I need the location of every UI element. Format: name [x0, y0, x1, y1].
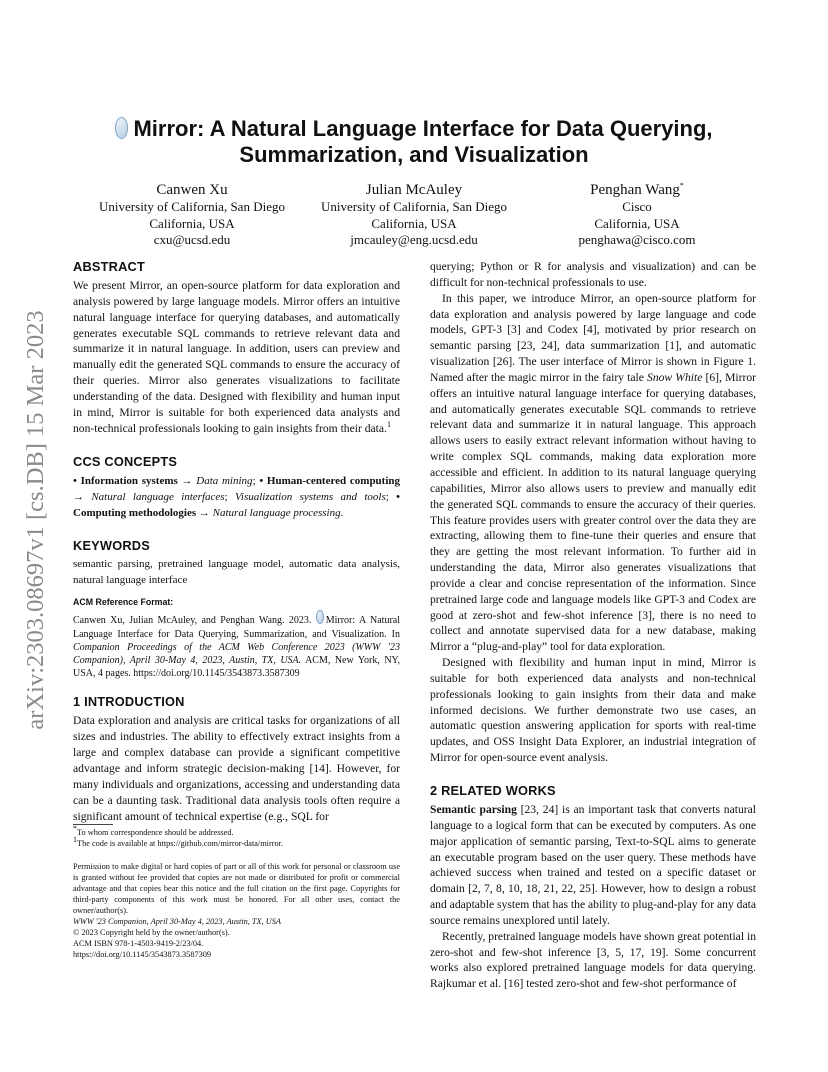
introduction-text: Data exploration and analysis are critical tasks for organizations of all sizes and industries. The ability to effectively extract insights from a large and complex database can provide a significant competitive advantage and inform strategic decision-making [14]. However, for many individuals and organizations, accessing and understanding data can be a daunting task. Traditional data analysis tools often require a significant amount of technical expertise (e.g., SQL for: [73, 714, 400, 823]
footnote-rule: [73, 824, 113, 825]
permission-block: [73, 861, 400, 960]
ccs-heading: CCS CONCEPTS: [73, 454, 178, 470]
paragraph: Recently, pretrained language models have shown great potential in zero-shot and few-shot inference [3, 5, 17, 19]. Some concurrent works also explored pretrained language models for data querying. Rajkumar et al. [16] tested zero-shot and few-shot performance of: [430, 929, 756, 991]
permission-text: Permission to make digital or hard copies of part or all of this work for personal or classroom use is granted without fee provided that copies are not made or distributed for profit or commercial advantage and that copies bear this notice and the full citation on the first page. Copyrights for third-party components of this work must be honored. For all other uses, contact the owner/author(s).: [73, 862, 400, 915]
title-line-2: Summarization, and Visualization: [239, 142, 589, 167]
permission-venue: WWW '23 Companion, April 30-May 4, 2023, Austin, TX, USA: [73, 917, 281, 926]
ccs-separator: ;: [385, 491, 397, 504]
reference-tail: ACM, New York, NY, USA, 4 pages. https://doi.org/10.1145/3543873.3587309: [73, 655, 400, 680]
author-location: California, USA: [371, 215, 457, 231]
paragraph-italic: Snow White: [647, 370, 703, 384]
reference-venue: Companion Proceedings of the ACM Web Conference 2023 (WWW '23 Companion), April 30-May 4, 2023, Austin, TX, USA.: [73, 641, 400, 667]
right-column: [430, 259, 756, 992]
left-column: [73, 258, 400, 824]
acm-reference-text: [73, 610, 400, 680]
author-block-1: [82, 181, 302, 249]
ccs-subterm: Visualization systems and tools: [234, 491, 386, 504]
related-works-heading: 2 RELATED WORKS: [430, 783, 556, 798]
author-affiliation: University of California, San Diego: [321, 199, 507, 214]
author-location: California, USA: [149, 215, 235, 231]
paper-title: [0, 116, 828, 168]
paragraph-text: [6], Mirror offers an intuitive natural language interface for querying databases, and automatically generates executable SQL commands to retrieve relevant data and summarize it in natural language. This approach allows users to easily extract relevant information without having to write complex SQL commands, making data exploration more accessible and efficient. In addition to its natural language querying capabilities, Mirror also allows users to preview and manually edit the generated SQL commands to ensure the accuracy of their queries. This feature provides users with greater control over the data they are extracting, allowing them to fine-tune their queries and ensure that they are getting the most relevant information. To further aid in understanding the data, Mirror also generates visualizations that provide a clear and concise representation of the information. Since pretrained large code and language models like GPT-3 and Codex are good at zero-shot and few-shot inference [3], there is no need to collect and annotate supervised data for a new database, making Mirror a “plug-and-play” tool for data exploration.: [430, 370, 756, 654]
mirror-icon: [115, 117, 128, 139]
author-location: California, USA: [594, 215, 680, 231]
keywords-heading: KEYWORDS: [73, 537, 150, 553]
footnote-mark: 1: [73, 835, 77, 845]
mirror-icon: [316, 610, 324, 624]
arrow: →: [196, 507, 213, 520]
reference-authors: Canwen Xu, Julian McAuley, and Penghan Wang. 2023.: [73, 615, 312, 627]
reference-title: Mirror: A Natural Language Interface for Data Querying, Summarization, and Visualization. In: [73, 615, 400, 640]
doi-text: https://doi.org/10.1145/3543873.3587309: [73, 950, 212, 959]
ccs-term: • Information systems: [73, 475, 178, 488]
ccs-separator: ;: [252, 475, 260, 488]
footnote-mark: 1: [386, 419, 391, 429]
author-name: Canwen Xu: [156, 182, 228, 198]
author-name: Julian McAuley: [365, 182, 463, 198]
author-affiliation: Cisco: [622, 199, 652, 214]
paragraph-text: In this paper, we introduce Mirror, an open-source platform for data exploration and analysis powered by large language and code models, GPT-3 [3] and Codex [4], motivated by prior research on semantic parsing [23, 24], data summarization [1], and automatic visualization [26]. The user interface of Mirror is shown in Figure 1. Named after the magic mirror in the fairy tale: [430, 291, 756, 384]
arrow: →: [73, 491, 92, 504]
ccs-term: • Computing methodologies: [73, 491, 401, 520]
acm-reference-heading: ACM Reference Format:: [73, 597, 174, 608]
arxiv-id-text: arXiv:2303.08697v1 [cs.DB] 15 Mar 2023: [22, 310, 49, 730]
isbn-text: ACM ISBN 978-1-4503-9419-2/23/04.: [73, 939, 204, 948]
footnote-mark: *: [73, 824, 77, 834]
author-block-2: [304, 181, 524, 249]
arrow: →: [177, 475, 197, 488]
ccs-end: .: [340, 507, 344, 520]
author-email: cxu@ucsd.edu: [153, 232, 231, 248]
footnote-text: The code is available at https://github.com/mirror-data/mirror.: [77, 839, 284, 848]
copyright-text: © 2023 Copyright held by the owner/author(s).: [73, 928, 230, 937]
footnote-text: To whom correspondence should be addressed.: [77, 828, 234, 837]
author-affiliation: University of California, San Diego: [99, 199, 285, 214]
ccs-subterm: Natural language processing: [212, 507, 341, 520]
paragraph: [430, 802, 756, 929]
ccs-separator: ;: [224, 491, 235, 504]
arxiv-identifier: [10, 280, 62, 760]
author-block-3: [527, 181, 747, 249]
author-email: jmcauley@eng.ucsd.edu: [350, 232, 478, 248]
ccs-text: [73, 474, 400, 521]
author-email: penghawa@cisco.com: [578, 232, 696, 248]
footnotes: [73, 824, 400, 849]
paragraph: [430, 291, 756, 655]
ccs-term: • Human-centered computing: [259, 475, 401, 488]
abstract-text: We present Mirror, an open-source platform for data exploration and analysis powered by large language models. Mirror offers an intuitive natural language interface for querying databases, and automatically generates executable SQL commands to retrieve relevant data and summarize it in natural language. In addition, users can preview and manually edit the generated SQL commands to ensure the accuracy of their queries. Mirror also generates visualizations to facilitate understanding of the data. Designed with flexibility and human input in mind, Mirror is suitable for both experienced data analysts and non-technical professionals looking to gain insights from their data.: [73, 279, 400, 435]
introduction-heading: 1 INTRODUCTION: [73, 694, 185, 710]
keywords-text: semantic parsing, pretrained language model, automatic data analysis, natural language interface: [73, 557, 400, 586]
title-line-1: Mirror: A Natural Language Interface for Data Querying,: [133, 116, 713, 141]
paragraph: querying; Python or R for analysis and visualization) and can be difficult for non-technical professionals to use.: [430, 260, 756, 289]
paragraph: Designed with flexibility and human input in mind, Mirror is suitable for both experienced data analysts and non-technical professionals looking to gain insights from their data and make informed decisions. We further demonstrate two use cases, an automatic question answering application for sports with real-time updates, and OSS Insight Data Explorer, an industrial integration of Mirror for open-source event analysis.: [430, 656, 756, 765]
ccs-subterm: Natural language interfaces: [91, 491, 225, 504]
paragraph-bold: Semantic parsing: [430, 803, 517, 816]
paragraph-text: [23, 24] is an important task that converts natural language to a logical form that can be executed by computers. As one major application of semantic parsing, Text-to-SQL aims to generate an executable program based on the user query. These methods have achieved success when trained and tested on a specific dataset or domain [2, 7, 8, 10, 18, 21, 22, 25]. However, how to design a robust and adaptable system that has the ability to plug-and-play for any data source remains unexplored until lately.: [430, 803, 756, 927]
author-mark: *: [679, 181, 684, 190]
author-name: Penghan Wang: [590, 182, 680, 198]
abstract-heading: ABSTRACT: [73, 259, 145, 274]
ccs-subterm: Data mining: [196, 475, 253, 488]
